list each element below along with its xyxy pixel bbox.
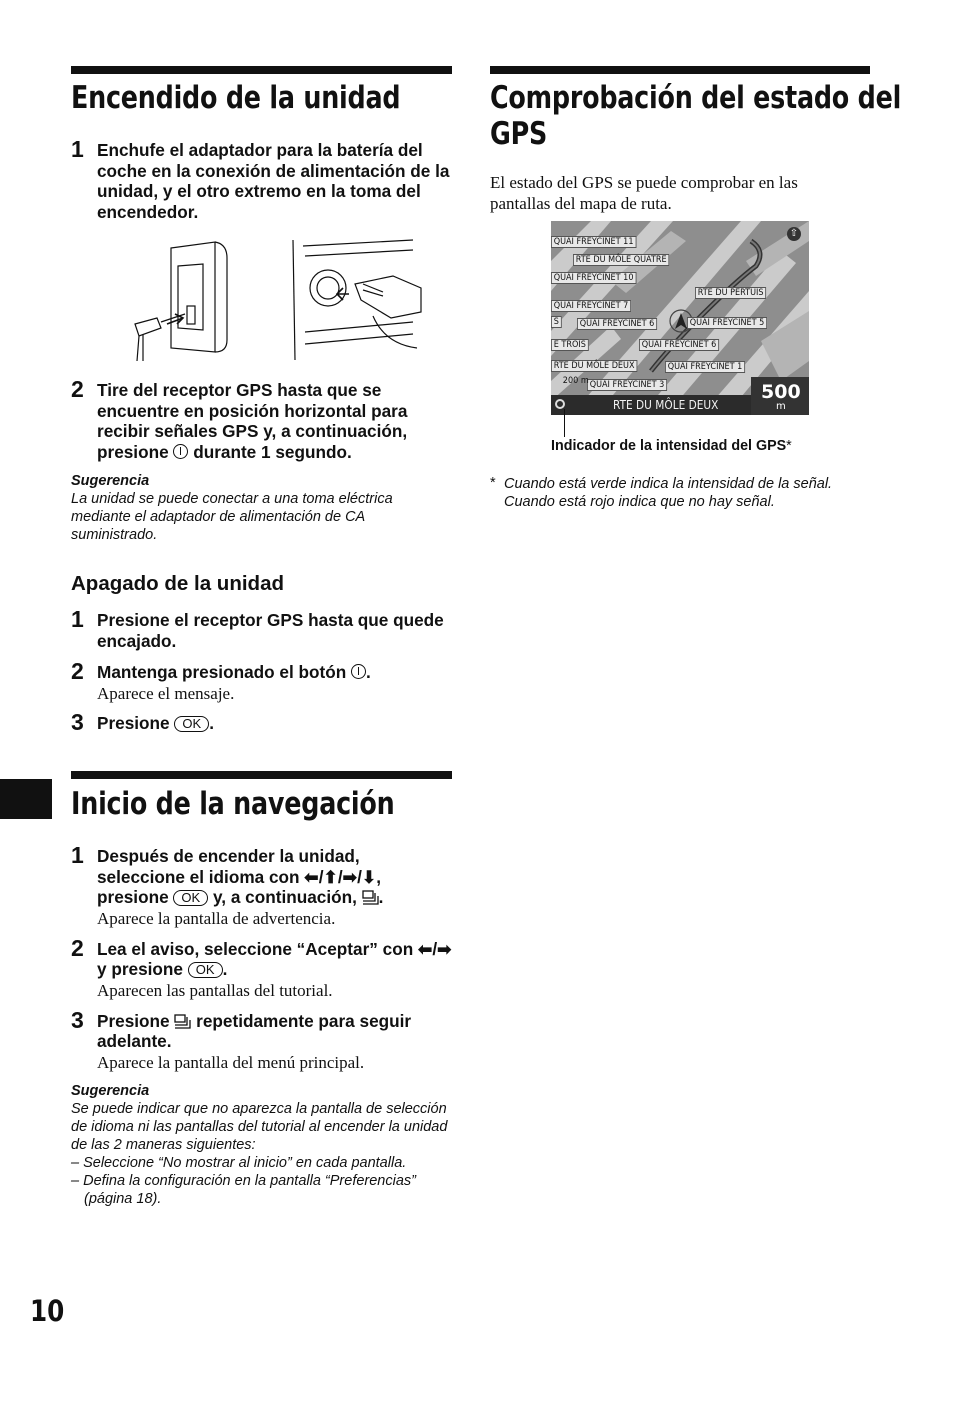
map-label: S	[551, 316, 562, 328]
off-step-3	[71, 708, 452, 735]
map-distance-unit: m	[776, 401, 786, 412]
caption-mark: *	[786, 438, 792, 454]
compass-icon: ⇧	[787, 227, 801, 241]
step-number: 3	[71, 1006, 84, 1033]
punctuation: /	[357, 866, 362, 887]
ok-button-symbol: OK	[173, 890, 208, 906]
step-note: Aparece el mensaje.	[97, 683, 235, 703]
punctuation: .	[378, 887, 384, 907]
ok-button-symbol: OK	[174, 716, 209, 732]
tip-heading: Sugerencia	[71, 473, 150, 489]
step-1	[71, 136, 452, 222]
step-text-cont: y, a continuación,	[213, 887, 357, 907]
menu-icon	[362, 890, 379, 905]
step-text: Enchufe el adaptador para la batería del coche en la conexión de alimentación de la unidad, y el otro extremo en la toma del encendedor.	[97, 140, 450, 222]
nav-step-2	[71, 934, 452, 1001]
punctuation: .	[209, 712, 214, 733]
gps-signal-indicator	[555, 399, 565, 409]
step-text: Tire del receptor GPS hasta que se encuentre en posición horizontal para recibir señales GPS y, a continuación, presione	[97, 380, 408, 462]
step-text: Lea el aviso, seleccione “Aceptar” con	[97, 938, 414, 959]
footnote-body	[490, 475, 880, 511]
map-label: QUAI FREYCINET 7	[551, 300, 631, 312]
chapter-tab	[0, 779, 52, 819]
step-number: 2	[71, 934, 84, 961]
map-label: QUAI FREYCINET 6	[577, 318, 657, 330]
title-line: Comprobación del estado del	[490, 80, 902, 116]
tip-text: Se puede indicar que no aparezca la pantalla de selección de idioma ni las pantallas del tutorial al encender la unidad de las 2 maneras siguientes:	[71, 1100, 448, 1153]
step-text-cont: repetidamente para seguir adelante.	[97, 1010, 412, 1051]
step-number: 2	[71, 658, 84, 684]
punctuation: /	[337, 866, 343, 887]
ok-button-symbol: OK	[188, 962, 223, 978]
subsection-title-apagado: Apagado de la unidad	[71, 572, 284, 595]
map-label: RTE DU MÔLE DEUX	[551, 360, 637, 372]
footnote-text: Cuando está verde indica la intensidad de la señal.	[504, 476, 833, 492]
page-number: 10	[30, 1294, 65, 1328]
step-text-cont: presione	[97, 887, 169, 907]
punctuation: .	[222, 959, 228, 979]
tip-item-cont: (página 18).	[84, 1190, 162, 1207]
map-distance: 500	[761, 381, 801, 403]
section-title-navegacion: Inicio de la navegación	[71, 786, 395, 822]
step-2	[71, 376, 452, 462]
section-rule	[490, 66, 870, 74]
off-step-2	[71, 658, 452, 704]
tip-heading: Sugerencia	[71, 1082, 150, 1099]
power-icon	[351, 664, 366, 679]
arrow-left-icon: ⬅	[304, 866, 319, 887]
step-text: Presione	[97, 712, 170, 733]
punctuation: /	[318, 866, 324, 887]
nav-step-1	[71, 842, 452, 929]
power-icon	[173, 444, 188, 459]
step-note: Aparece la pantalla de advertencia.	[97, 908, 336, 928]
arrow-down-icon: ⬇	[361, 866, 377, 887]
punctuation: /	[432, 938, 438, 959]
left-column	[71, 66, 452, 1208]
map-label: QUAI FREYCINET 6	[639, 339, 719, 351]
footnote-mark: *	[490, 475, 496, 491]
map-label: QUAI FREYCINET 3	[587, 379, 667, 391]
step-number: 1	[71, 842, 84, 868]
footnote-text: Cuando está rojo indica que no hay señal.	[504, 494, 775, 510]
map-scale-label: 200 m	[562, 376, 589, 386]
map-label: QUAI FREYCINET 11	[551, 236, 636, 248]
caption-text: Indicador de la intensidad del GPS	[551, 438, 787, 454]
off-step-1	[71, 606, 452, 651]
step-text: Presione el receptor GPS hasta que quede encajado.	[97, 610, 444, 651]
arrow-right-icon: ➡	[437, 938, 452, 959]
step-note: Aparece la pantalla del menú principal.	[97, 1052, 365, 1072]
nav-tip-block	[71, 1082, 452, 1208]
map-street-name: RTE DU MÔLE DEUX	[613, 398, 719, 412]
map-caption	[551, 438, 792, 455]
section-rule	[71, 66, 452, 74]
arrow-left-icon: ⬅	[417, 938, 433, 959]
step-text-cont: y presione	[97, 959, 183, 979]
map-label: QUAI FREYCINET 10	[551, 272, 636, 284]
step-text-cont: durante 1 segundo.	[193, 441, 352, 462]
right-column	[490, 66, 902, 214]
nav-step-3	[71, 1006, 452, 1073]
step-text: Presione	[97, 1010, 170, 1031]
tip-item: – Defina la configuración en la pantalla “Preferencias”	[71, 1172, 416, 1189]
section-title-encendido: Encendido de la unidad	[71, 80, 401, 116]
map-label: E TROIS	[551, 339, 589, 351]
tip-item: – Seleccione “No mostrar al inicio” en cada pantalla.	[71, 1154, 407, 1171]
footnote	[490, 475, 880, 511]
caption-pointer	[564, 409, 565, 437]
adapter-illustration	[123, 236, 423, 366]
arrow-up-icon: ⬆	[323, 866, 338, 887]
punctuation: .	[366, 662, 371, 682]
tip-block	[71, 472, 452, 544]
menu-icon	[174, 1014, 191, 1029]
step-note: Aparecen las pantallas del tutorial.	[97, 980, 333, 1000]
map-label: QUAI FREYCINET 5	[687, 317, 767, 329]
step-number: 1	[71, 136, 84, 162]
step-text: Mantenga presionado el botón	[97, 662, 347, 682]
arrow-right-icon: ➡	[342, 866, 358, 887]
route-map-screen	[551, 221, 809, 415]
title-line: GPS	[490, 116, 548, 152]
step-number: 1	[71, 606, 84, 632]
map-label: QUAI FREYCINET 1	[665, 361, 745, 373]
step-number: 3	[71, 708, 84, 735]
step-text: Después de encender la unidad, seleccione el idioma con	[97, 846, 360, 887]
punctuation: ,	[376, 866, 382, 887]
tip-text: La unidad se puede conectar a una toma eléctrica mediante el adaptador de alimentación de CA suministrado.	[71, 491, 393, 543]
map-label: RTE DU PERTUIS	[695, 287, 766, 299]
intro-text: El estado del GPS se puede comprobar en las pantallas del mapa de ruta.	[490, 173, 798, 213]
section-rule	[71, 771, 452, 779]
section-title-gps	[490, 80, 902, 152]
map-label: RTE DU MÔLE QUATRE	[573, 254, 669, 266]
step-number: 2	[71, 376, 84, 402]
